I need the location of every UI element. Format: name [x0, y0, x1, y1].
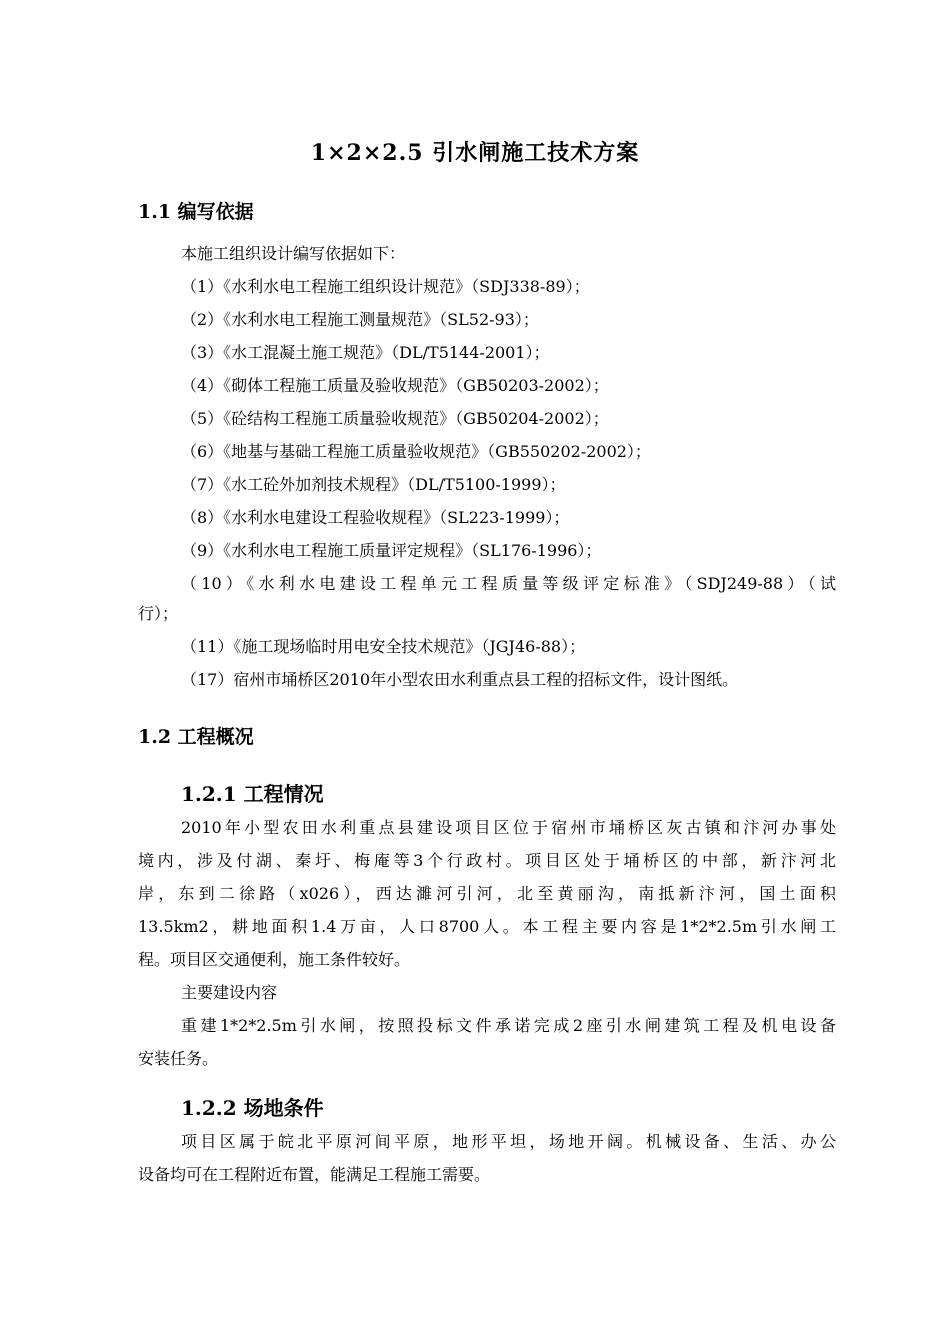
reference-item: （4）《砌体工程施工质量及验收规范》（GB50203-2002）；	[181, 376, 609, 395]
reference-item: （2）《水利水电工程施工测量规范》（SL52-93）；	[181, 310, 539, 329]
reference-item: （11）《施工现场临时用电安全技术规范》（JGJ46-88）；	[181, 637, 586, 656]
paragraph-line: 岸，东到二徐路（x026），西达濉河引河，北至黄丽沟，南抵新汴河，国土面积	[138, 884, 836, 903]
paragraph-line: 程。项目区交通便利，施工条件较好。	[138, 950, 411, 969]
reference-item: （5）《砼结构工程施工质量验收规范》（GB50204-2002）；	[181, 409, 609, 428]
paragraph-line: 境内，涉及付湖、秦圩、梅庵等3个行政村。项目区处于埇桥区的中部，新汴河北	[138, 851, 836, 870]
paragraph-line: 设备均可在工程附近布置，能满足工程施工需要。	[138, 1165, 491, 1184]
section-intro: 本施工组织设计编写依据如下：	[181, 244, 406, 263]
reference-item: （9）《水利水电工程施工质量评定规程》（SL176-1996）；	[181, 541, 602, 560]
paragraph-line: 2010年小型农田水利重点县建设项目区位于宿州市埇桥区灰古镇和汴河办事处	[181, 818, 836, 837]
paragraph-line: 安装任务。	[138, 1049, 219, 1068]
paragraph-line: 主要建设内容	[181, 983, 278, 1002]
reference-item: （8）《水利水电建设工程验收规程》（SL223-1999）；	[181, 508, 570, 527]
subsection-heading-1-2-1: 1.2.1 工程情况	[181, 782, 324, 806]
paragraph-line: 项目区属于皖北平原河间平原，地形平坦，场地开阔。机械设备、生活、办公	[181, 1132, 836, 1151]
document-title: 1×2×2.5 引水闸施工技术方案	[310, 140, 640, 166]
reference-item: （3）《水工混凝土施工规范》（DL/T5144-2001）；	[181, 343, 550, 362]
section-heading-1-2: 1.2 工程概况	[138, 726, 254, 748]
reference-item: （6）《地基与基础工程施工质量验收规范》（GB550202-2002）；	[181, 442, 651, 461]
paragraph-line: 13.5km2，耕地面积1.4万亩，人口8700人。本工程主要内容是1*2*2.5m引水闸工	[138, 917, 836, 936]
reference-item: （17）宿州市埇桥区2010年小型农田水利重点县工程的招标文件，设计图纸。	[181, 670, 739, 689]
subsection-heading-1-2-2: 1.2.2 场地条件	[181, 1096, 324, 1120]
reference-item-continued: 行）；	[138, 604, 179, 623]
reference-item: （7）《水工砼外加剂技术规程》（DL/T5100-1999）；	[181, 475, 566, 494]
reference-item: （1）《水利水电工程施工组织设计规范》（SDJ338-89）；	[181, 277, 590, 296]
section-heading-1-1: 1.1 编写依据	[138, 201, 254, 223]
paragraph-line: 重建1*2*2.5m引水闸，按照投标文件承诺完成2座引水闸建筑工程及机电设备	[181, 1016, 836, 1035]
reference-item: （10）《水利水电建设工程单元工程质量等级评定标准》（SDJ249-88）（试	[181, 574, 836, 593]
